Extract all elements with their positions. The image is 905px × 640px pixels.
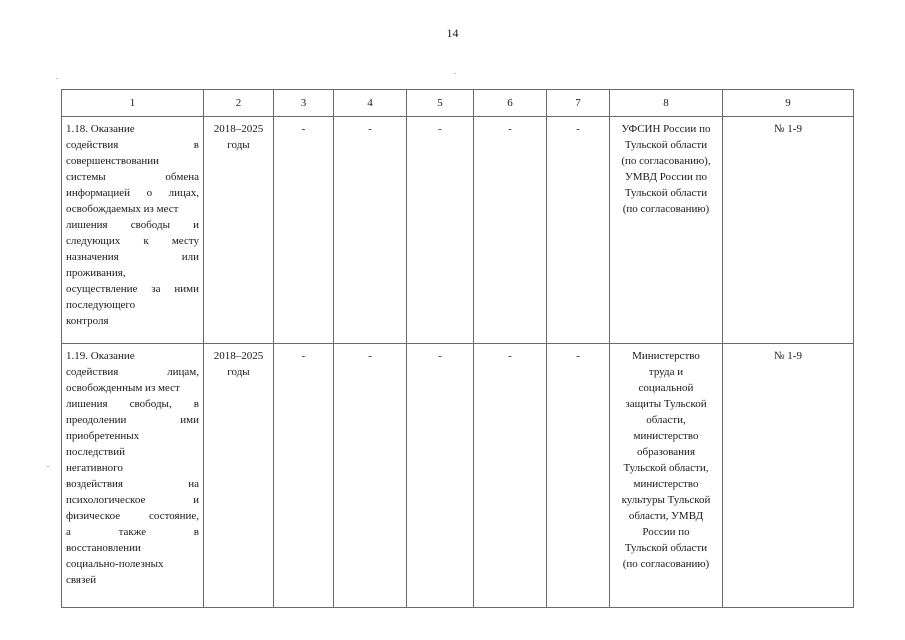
column-header: 4 xyxy=(334,90,407,117)
activity-line: физическое состояние, xyxy=(66,510,199,522)
value-cell: - xyxy=(547,117,610,344)
activity-line: осуществление за ними xyxy=(66,283,199,295)
activity-line: лишения свободы, в xyxy=(66,398,199,410)
executor-line: образования xyxy=(636,446,696,458)
executor-line: Тульской области xyxy=(624,139,708,151)
executor-line: (по согласованию) xyxy=(622,203,710,215)
column-header: 6 xyxy=(474,90,547,117)
column-header: 9 xyxy=(723,90,854,117)
executor-line: (по согласованию) xyxy=(622,558,710,570)
measures-table xyxy=(61,89,854,608)
activity-line: информацией о лицах, xyxy=(66,187,199,199)
column-header: 5 xyxy=(407,90,474,117)
value-cell: - xyxy=(334,344,407,608)
activity-line: следующих к месту xyxy=(66,235,199,247)
activity-cell xyxy=(62,344,204,608)
activity-line: проживания, xyxy=(66,267,126,279)
value-cell: - xyxy=(407,344,474,608)
value-cell: - xyxy=(474,117,547,344)
executor-line: Тульской области, xyxy=(623,462,709,474)
executor-line: УФСИН России по xyxy=(621,123,711,135)
period-line: 2018–2025 xyxy=(213,350,264,362)
executor-line: области, xyxy=(646,414,686,426)
activity-line: связей xyxy=(66,574,97,586)
table-header-row xyxy=(62,90,854,117)
value-cell: - xyxy=(274,344,334,608)
activity-line: содействия в xyxy=(66,139,199,151)
activity-line: психологическое и xyxy=(66,494,199,506)
activity-cell xyxy=(62,117,204,344)
indicators-cell: № 1-9 xyxy=(723,117,854,344)
executor-cell xyxy=(610,117,723,344)
scan-speck xyxy=(56,78,58,79)
activity-line: а также в xyxy=(66,526,199,538)
column-header: 7 xyxy=(547,90,610,117)
column-header: 3 xyxy=(274,90,334,117)
executor-line: культуры Тульской xyxy=(621,494,711,506)
executor-line: России по xyxy=(642,526,690,538)
value-cell: - xyxy=(274,117,334,344)
page-number: 14 xyxy=(446,26,459,40)
activity-line: системы обмена xyxy=(66,171,199,183)
column-header: 1 xyxy=(62,90,204,117)
activity-line: преодолении ими xyxy=(66,414,199,426)
activity-line: совершенствовании xyxy=(66,155,160,167)
table-row xyxy=(62,344,854,608)
executor-cell xyxy=(610,344,723,608)
activity-line: приобретенных xyxy=(66,430,140,442)
executor-line: социальной xyxy=(638,382,694,394)
executor-line: Тульской области xyxy=(624,542,708,554)
value-cell: - xyxy=(334,117,407,344)
executor-line: министерство xyxy=(633,430,699,442)
activity-line: негативного xyxy=(66,462,123,474)
executor-line: Тульской области xyxy=(624,187,708,199)
indicators-cell: № 1-9 xyxy=(723,344,854,608)
table-row xyxy=(62,117,854,344)
executor-line: УМВД России по xyxy=(624,171,708,183)
column-header: 2 xyxy=(204,90,274,117)
period-line: годы xyxy=(227,139,250,151)
period-cell xyxy=(204,117,274,344)
executor-line: защиты Тульской xyxy=(625,398,707,410)
activity-line: освобождаемых из мест xyxy=(66,203,179,215)
period-cell xyxy=(204,344,274,608)
activity-line: освобожденным из мест xyxy=(66,382,180,394)
scan-speck xyxy=(454,73,456,74)
executor-line: труда и xyxy=(648,366,684,378)
activity-line: 1.18. Оказание xyxy=(66,123,135,135)
executor-line: (по согласованию), xyxy=(621,155,711,167)
activity-line: воздействия на xyxy=(66,478,199,490)
activity-line: 1.19. Оказание xyxy=(66,350,135,362)
activity-line: контроля xyxy=(66,315,109,327)
activity-line: лишения свободы и xyxy=(66,219,199,231)
column-header: 8 xyxy=(610,90,723,117)
activity-line: последствий xyxy=(66,446,126,458)
activity-line: социально-полезных xyxy=(66,558,164,570)
activity-line: последующего xyxy=(66,299,136,311)
scan-speck xyxy=(47,466,49,467)
executor-line: министерство xyxy=(633,478,699,490)
executor-line: области, УМВД xyxy=(628,510,704,522)
value-cell: - xyxy=(547,344,610,608)
activity-line: восстановлении xyxy=(66,542,141,554)
value-cell: - xyxy=(474,344,547,608)
period-line: годы xyxy=(227,366,250,378)
executor-line: Министерство xyxy=(632,350,700,362)
activity-line: назначения или xyxy=(66,251,199,263)
value-cell: - xyxy=(407,117,474,344)
period-line: 2018–2025 xyxy=(213,123,264,135)
activity-line: содействия лицам, xyxy=(66,366,199,378)
